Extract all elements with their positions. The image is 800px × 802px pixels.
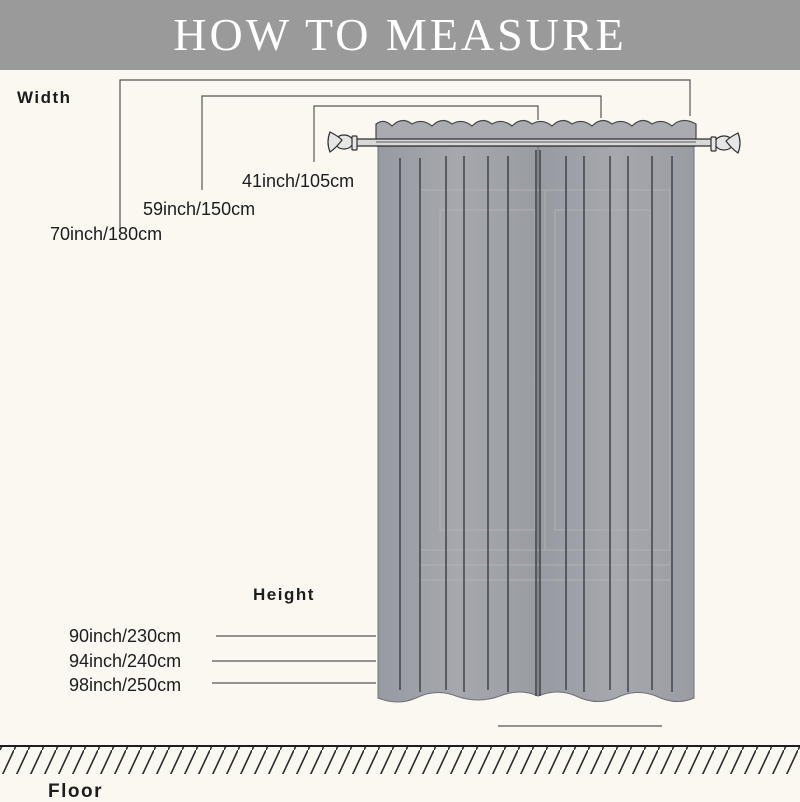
width-label-41: 41inch/105cm bbox=[242, 171, 355, 191]
rod-finial-left bbox=[328, 132, 357, 152]
floor-hatching bbox=[0, 746, 800, 774]
curtain-rod bbox=[352, 139, 718, 146]
page-title: HOW TO MEASURE bbox=[173, 9, 627, 60]
curtain-panel-left bbox=[378, 142, 538, 702]
height-label-98: 98inch/250cm bbox=[69, 675, 182, 695]
width-heading: Width bbox=[17, 88, 72, 107]
floor-label: Floor bbox=[48, 781, 103, 802]
height-heading: Height bbox=[253, 585, 315, 604]
width-label-70: 70inch/180cm bbox=[50, 224, 163, 244]
height-leader-lines bbox=[212, 636, 376, 683]
height-label-94: 94inch/240cm bbox=[69, 651, 182, 671]
height-label-90: 90inch/230cm bbox=[69, 626, 182, 646]
width-label-59: 59inch/150cm bbox=[143, 199, 256, 219]
rod-finial-right bbox=[711, 133, 740, 153]
